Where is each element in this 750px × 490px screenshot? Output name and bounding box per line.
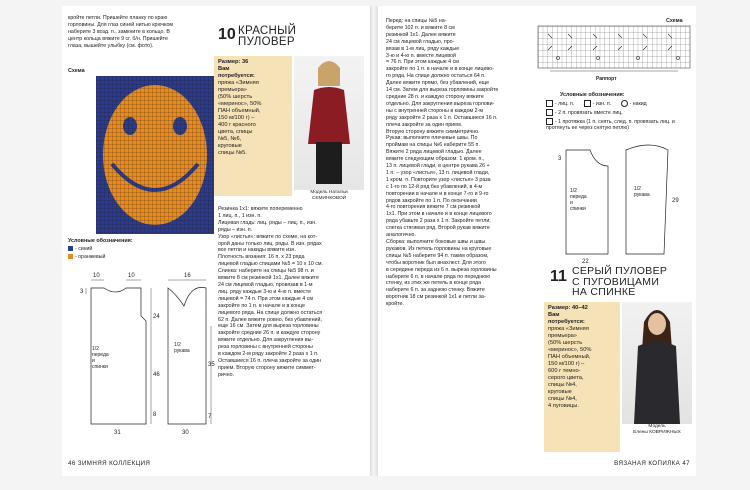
materials-text-right: пряжа «Зимняя премьера» (50% шерсть «меринос», 50% ПАН объемный, 150 м/100 г) – 600 г темно- серого цвета, спицы №4, круговые спицы №4, 4 пуговицы. [548,326,592,409]
legend-item [546,118,690,131]
sleeve-label-right: 1/2 рукава [634,186,650,198]
orange-swatch [68,254,73,259]
purl-symbol [584,100,591,107]
rapport-label: Раппорт [596,76,617,82]
model-illustration [294,56,364,190]
page-footer: 46 ЗИМНЯЯ КОЛЛЕКЦИЯ [68,460,151,467]
pattern-number-10: 10 [218,26,236,43]
legend-item [546,100,690,107]
scheme-label-right: Схема [666,18,683,24]
model-photo-right [622,302,692,424]
legend-orange [68,254,105,260]
dim-10a: 10 [93,273,100,279]
page-footer-right: ВЯЗАНАЯ КОПИЛКА 47 [614,460,690,467]
dim-46: 46 [153,372,160,378]
pattern-number-11: 11 [550,268,567,285]
dim-7: 7 [208,414,212,420]
smiley-chart [96,76,214,234]
knit-symbol [546,100,553,107]
need-label: Вам потребуется: [218,66,255,79]
sleeve-outline [168,287,206,424]
dim-24: 24 [153,314,160,320]
pattern-title-10-line1: КРАСНЫЙ [238,25,297,37]
materials-box-right [544,302,620,452]
dim-3: 3 [80,289,84,295]
legend-list [546,100,690,131]
yarn-over-symbol [621,100,628,107]
k2tog-symbol [546,109,553,116]
legend-item-text: - 2 п. провязать вместе лиц. [555,109,623,116]
legend-blue-text: - синий [75,246,93,252]
legend-item-text: - накид [629,100,647,107]
materials-box [214,56,292,196]
dim-35: 35 [208,362,215,368]
front-label: 1/2 переда и спинки [92,346,109,370]
legend-title: Условные обозначения: [68,238,133,244]
legend-item-text: - 1 протяжка (1 п. снять, след. п. провязать лиц. и протянуть ее через снятую петлю) [546,118,675,131]
size-label-right: Размер: 40–42 [548,305,588,311]
sleeve-label: 1/2 рукава [174,342,190,354]
scheme-label: Схема [68,68,85,74]
model-caption: Модель Натальи СЕМИНКОВОЙ [310,190,348,201]
sleeve-outline-right [626,145,668,254]
dim-29: 29 [672,198,679,204]
model-photo [294,56,364,190]
garment-schematic-right [546,136,688,264]
legend-item-text: - лиц. п. [555,100,575,107]
dim-16: 16 [184,273,191,279]
right-page [378,6,696,476]
size-label: Размер: 36 [218,59,249,65]
garment-schematic [66,266,214,436]
page-gutter [370,6,378,476]
need-label-right: Вам потребуется: [548,312,585,325]
legend-orange-text: - оранжевый [75,254,106,260]
legend-title-right: Условные обозначения: [560,92,625,98]
legend-item [546,109,690,116]
front-label-right: 1/2 переда и спинки [570,188,587,212]
intro-text: кройте петли. Пришейте планку по краю горловины. Для глаз синей нитью крючком наберите 3 возд. п., замкните в кольцо. В центр кольца вяжите 9 сг. б/н. Пришейте глаза, вышейте улыбку (см. фото). [68,15,174,49]
legend-blue [68,246,92,252]
body-text-right: Перед: на спицы №5 на- берите 102 п. и вяжите 8 см резинкой 1х1. Далее вяжите 24 см лицевой гладью, про- вязав в 1-м лиц. ряду каждые 3-ю и 4-ю п. вместе лицевой = 76 п. При этом каждые 4 см закройте по 1 п. в начале и в конце лицево- го ряда. На спице должно остаться 64 п. Далее вяжите прямо, без убавлений, еще 14 см. Затем для выреза горловины закройте средние 28 п. и каждую сторону вяжите отдельно. Для закругления выреза горлови- ны с внутренней стороны в каждом 2-м ряду закройте 2 раза х 1 п. Оставшиеся 16 п. плеча закройте за один прием. Вторую сторону вяжите симметрично. Рукав: выполните плечевые швы. По проймам на спицы №6 наберите 55 п. Вяжите 2 ряда лицевой гладью. Далее вяжите следующим образом: 1 кром. п., 13 п. лицевой глади, в центре рукава 26 + 1 п. – узор «листья», 13 п. лицевой глади, 1 кром. п. Повторите узор «листья» 3 раза с 1-го по 12-й ряд без убавлений, в 4-м повторении в начале и в конце 7-го и 9-го рядов закройте по 1 п. По окончании 4-го повторения вяжите 7 см резинкой 1х1. При этом в начале и в конце лицевого ряда убавьте 2 раза х 1 п. Закройте петли, слегка стягивая ряд. Второй рукав вяжите аналогично. Сборка: выполните боковые швы и швы рукавов. Из петель горловины на круговые спицы №5 наберите 94 п. таким образом, чтобы воротник был внахлест. Для этого в середине переда из 6 п. выреза горловины наберите 6 п. в начале ряда по переднюю стенку, из этих же петель в конце ряда наберите 6 п. за заднюю стенку. Вяжите воротник 18 см резинкой 1х1 и петли за- кройте. [386,18,499,308]
blue-swatch [68,246,73,251]
pattern-title-11: СЕРЫЙ ПУЛОВЕР С ПУГОВИЦАМИ НА СПИНКЕ [572,265,668,298]
dim-3-right: 3 [558,156,562,162]
dim-10b: 10 [128,273,135,279]
dim-31: 31 [114,430,121,436]
materials-text: пряжа «Зимняя премьера» (50% шерсть «меринос», 50% ПАН объемный, 150 м/100 г) – 400 г красного цвета, спицы №5, №6, круговые спицы №5. [218,80,262,156]
model-illustration-right [622,302,692,424]
dim-22: 22 [582,259,589,265]
leaf-chart [538,26,690,74]
body-text: Резинка 1х1: вяжите попеременно 1 лиц. п., 1 изн. п. Лицевая гладь: лиц. ряды – лиц. п., изн. ряды – изн. п. Узор «листья»: вяжите по схеме, на кот- орой даны только лиц. ряды. В изн. рядах все петли и накиды вяжите изн. Плотность вязания: 16 п. х 23 ряда лицевой гладью спицами №5 = 10 х 10 см. Спинка: наберите на спицы №5 98 п. и вяжите 8 см резинкой 1х1. Далее вяжите 24 см лицевой гладью, провязав в 1-м лиц. ряду каждые 3-ю и 4-ю п. вместе лицевой = 74 п. При этом каждые 4 см закройте по 1 п. в начале и в конце лицевого ряда. На спице должно остаться 62 п. Далее вяжите ровно, без убавлений, еще 16 см. Затем для выреза горловины закройте средние 26 п. и каждую сторону вяжите отдельно. Для закругления вы- реза горловины с внутренней стороны в каждом 2-м ряду закройте 2 раза х 1 п. Оставшиеся 16 п. плеча закройте за один прием. Вторую сторону вяжите симмет- рично. [218,206,324,378]
pattern-title-10-line2: ПУЛОВЕР [238,36,295,48]
model-caption-right: Модель Елены КОВРИЖНЫХ [633,424,681,435]
dim-8: 8 [153,412,157,418]
chart-grid [96,76,214,234]
legend-item-text: - изн. п. [592,100,612,107]
skp-symbol [546,118,553,125]
left-page [62,6,370,476]
dim-30: 30 [182,430,189,436]
